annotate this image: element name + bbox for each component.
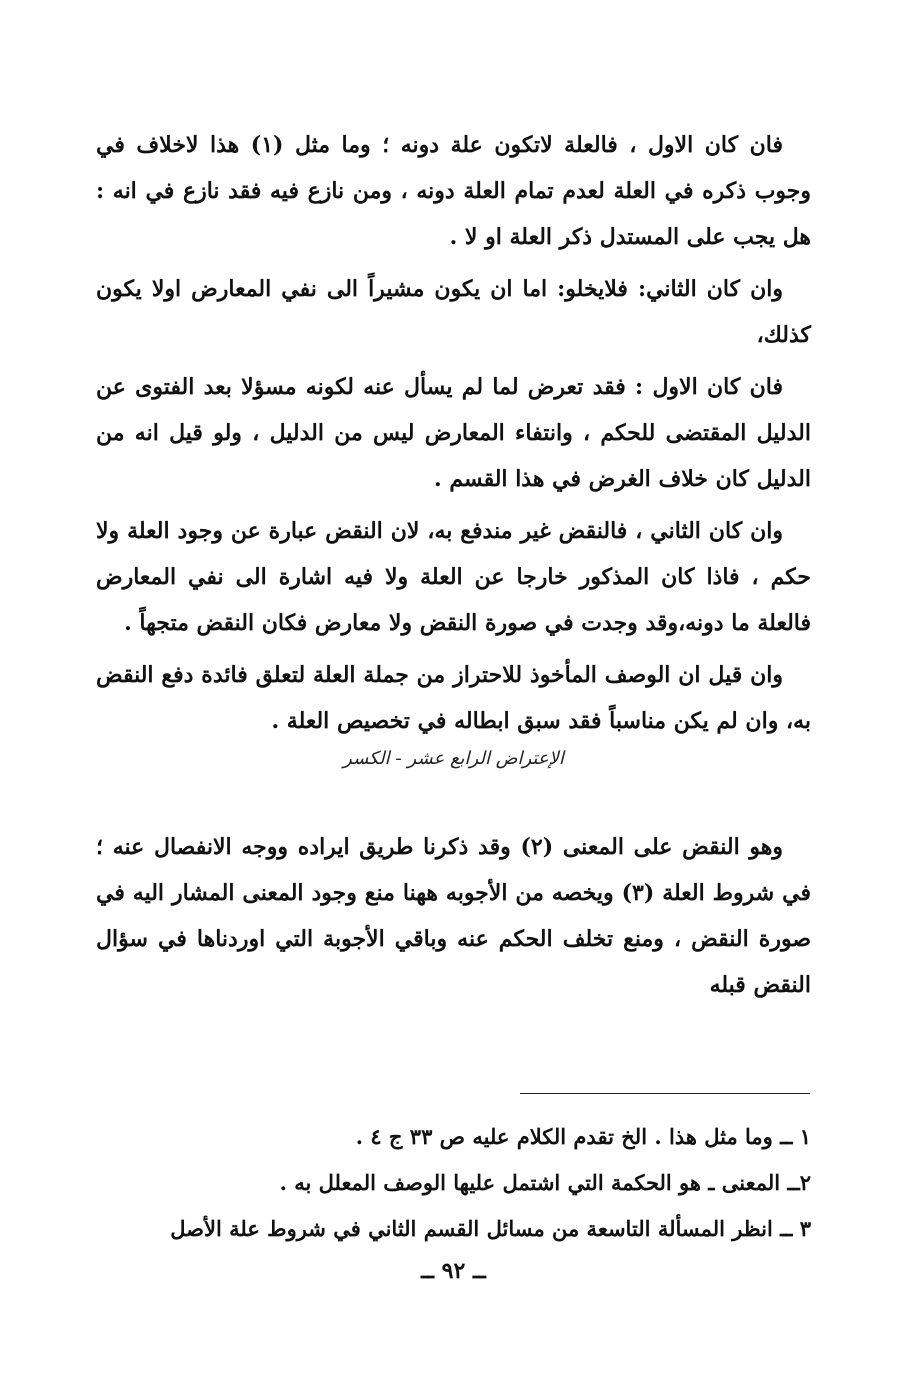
lower-text-block: [96, 824, 811, 1014]
section-heading: الإعتراض الرابع عشر - الكسر: [343, 748, 564, 769]
footnote-3: ٣ ــ انظر المسألة التاسعة من مسائل القسم الثاني في شروط علة الأصل: [170, 1216, 811, 1241]
paragraph-4: وان كان الثاني ، فالنقض غير مندفع به، لان النقض عبارة عن وجود العلة ولا حكم ، فاذا كان المذكور خارجا عن العلة ولا فيه اشارة الى نفي المعارض فالعلة ما دونه،وقد وجدت في صورة النقض ولا معارض فكان النقض متجهاً .: [96, 518, 811, 636]
page-number: ــ ٩٢ ــ: [421, 1258, 486, 1284]
footnote-divider: [520, 1093, 810, 1094]
paragraph-6: وهو النقض على المعنى (٢) وقد ذكرنا طريق ايراده ووجه الانفصال عنه ؛ في شروط العلة (٣) ويخصه من الأجوبه ههنا منع وجود المعنى المشار اليه في صورة النقض ، ومنع تخلف الحكم عنه وباقي الأجوبة التي اوردناها في سؤال النقض قبله: [96, 834, 811, 998]
paragraph-1: فان كان الاول ، فالعلة لاتكون علة دونه ؛ وما مثل (١) هذا لاخلاف في وجوب ذكره في العلة لعدم تمام العلة دونه ، ومن نازع فيه فقد نازع في انه : هل يجب على المستدل ذكر العلة او لا .: [96, 132, 811, 250]
paragraph-2: وان كان الثاني: فلايخلو: اما ان يكون مشيراً الى نفي المعارض اولا يكون كذلك،: [96, 276, 811, 348]
upper-text-block: [96, 122, 811, 750]
paragraph-5: وان قيل ان الوصف المأخوذ للاحتراز من جملة العلة لتعلق فائدة دفع النقض به، وان لم يكن مناسباً فقد سبق ابطاله في تخصيص العلة .: [96, 662, 811, 734]
footnote-1: ١ ــ وما مثل هذا . الخ تقدم الكلام عليه ص ٣٣ ج ٤ .: [355, 1124, 811, 1149]
footnotes: [160, 1114, 811, 1252]
footnote-2: ٢ــ المعنى ـ هو الحكمة التي اشتمل عليها الوصف المعلل به .: [279, 1170, 811, 1195]
paragraph-3: فان كان الاول : فقد تعرض لما لم يسأل عنه لكونه مسؤلا بعد الفتوى عن الدليل المقتضى للحكم ، وانتفاء المعارض ليس من الدليل ، ولو قيل انه من الدليل كان خلاف الغرض في هذا القسم .: [96, 374, 811, 492]
